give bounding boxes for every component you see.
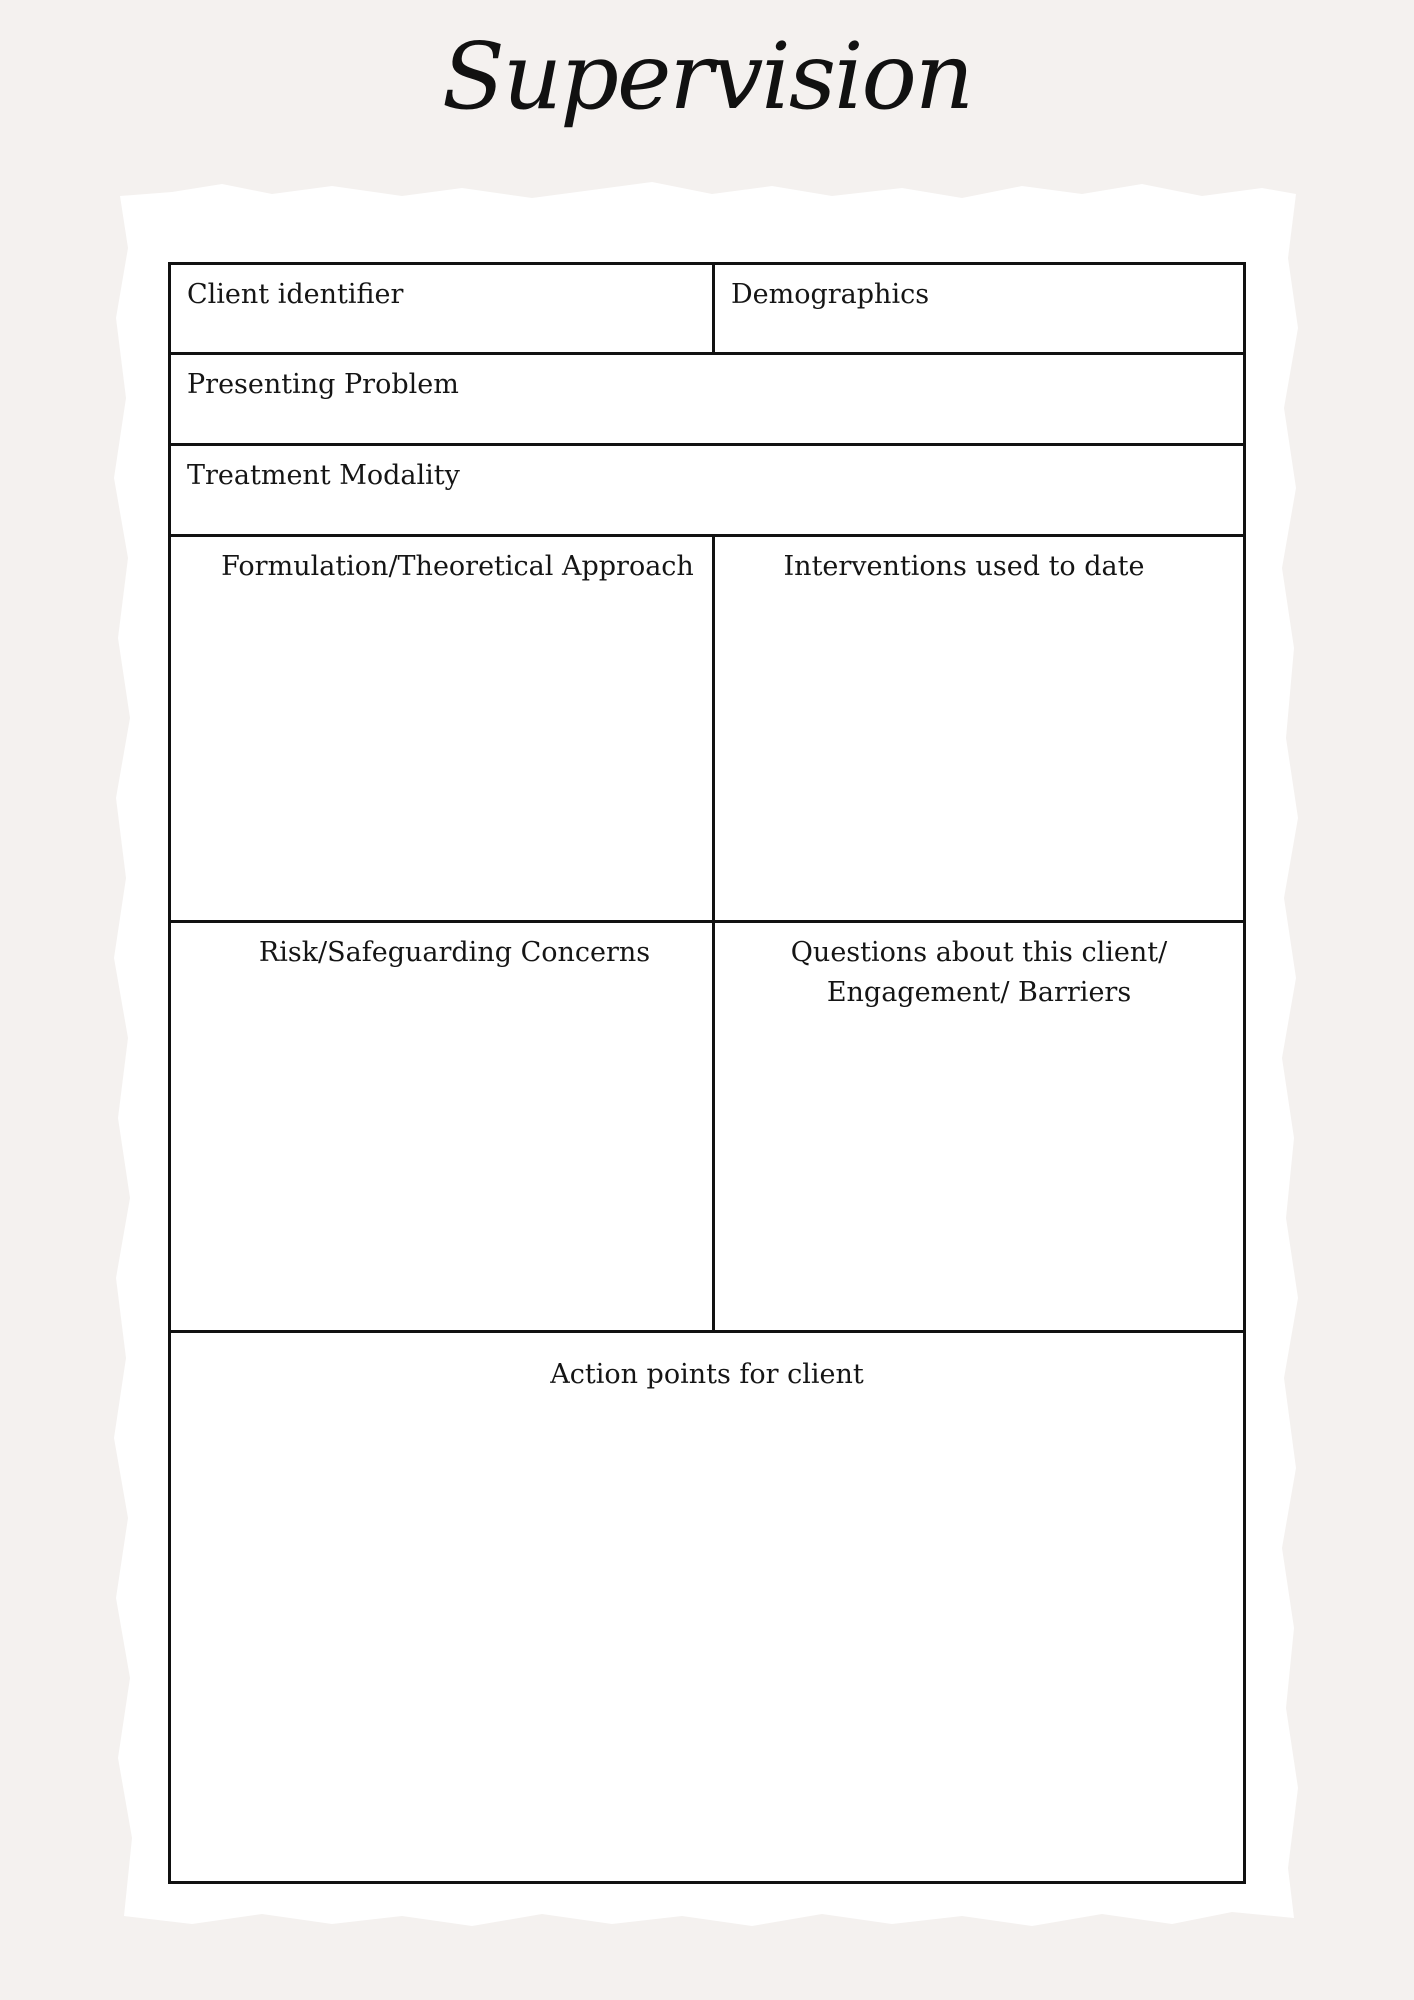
formulation-label: Formulation/Theoretical Approach [221, 551, 694, 582]
interventions-cell[interactable] [715, 537, 1243, 920]
action-points-cell[interactable] [171, 1333, 1243, 1881]
page-title: Supervision [441, 23, 973, 130]
presenting-problem-cell[interactable] [171, 355, 1243, 443]
interventions-label: Interventions used to date [783, 551, 1145, 582]
divider [712, 265, 715, 355]
action-points-label: Action points for client [550, 1359, 864, 1390]
supervision-form-grid [168, 262, 1246, 1884]
risk-cell[interactable] [171, 923, 712, 1330]
divider [712, 537, 715, 923]
treatment-modality-label: Treatment Modality [187, 460, 460, 491]
risk-label: Risk/Safeguarding Concerns [258, 937, 651, 968]
client-identifier-cell[interactable] [171, 265, 712, 352]
client-identifier-label: Client identifier [187, 279, 404, 310]
demographics-cell[interactable] [715, 265, 1243, 352]
questions-label-line-1: Questions about this client/ [790, 937, 1168, 968]
formulation-cell[interactable] [171, 537, 712, 920]
questions-label-line-2: Engagement/ Barriers [826, 977, 1132, 1008]
divider [712, 923, 715, 1330]
questions-cell[interactable] [715, 923, 1243, 1330]
questions-label [715, 933, 1243, 1013]
treatment-modality-cell[interactable] [171, 446, 1243, 534]
demographics-label: Demographics [731, 279, 930, 310]
presenting-problem-label: Presenting Problem [187, 369, 459, 400]
